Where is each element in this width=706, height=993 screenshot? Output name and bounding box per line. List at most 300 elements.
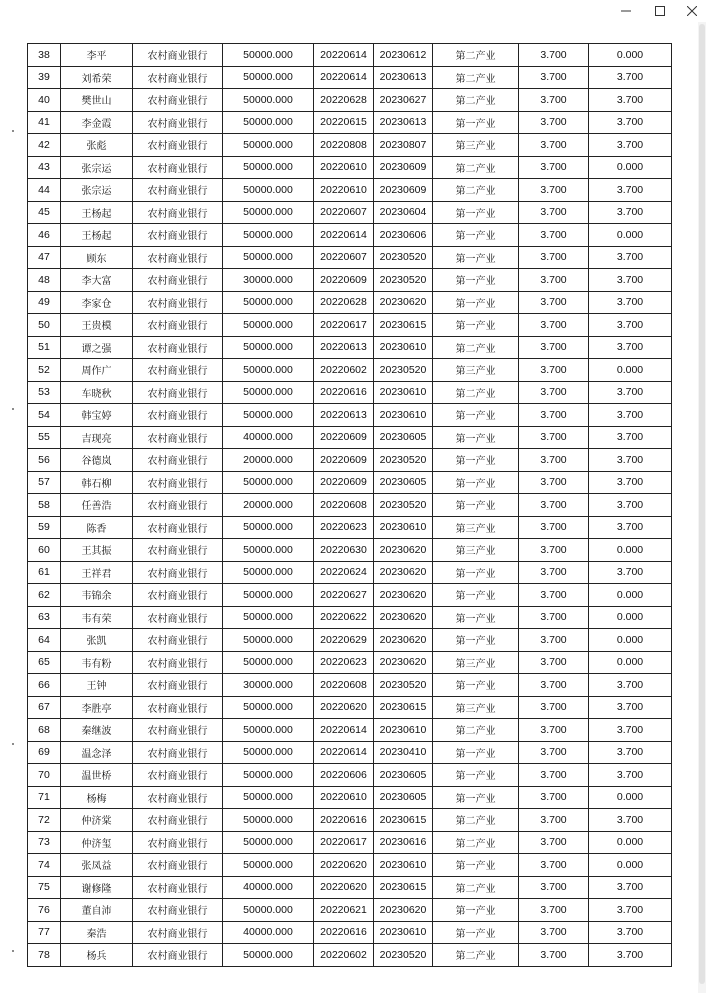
subsidy-rate-cell: 3.700 <box>589 111 672 134</box>
industry-cell: 第一产业 <box>433 764 519 787</box>
subsidy-rate-cell: 3.700 <box>589 741 672 764</box>
borrower-name-cell: 王杨起 <box>61 201 133 224</box>
end-date-cell: 20230604 <box>374 201 433 224</box>
industry-cell: 第一产业 <box>433 584 519 607</box>
table-row <box>28 404 672 427</box>
start-date-cell: 20220617 <box>314 314 374 337</box>
loan-amount-cell: 50000.000 <box>223 741 314 764</box>
industry-cell: 第三产业 <box>433 359 519 382</box>
borrower-name-cell: 王其振 <box>61 539 133 562</box>
borrower-name-cell: 韩石柳 <box>61 471 133 494</box>
row-number-cell: 75 <box>28 876 61 899</box>
row-number-cell: 53 <box>28 381 61 404</box>
bank-name-cell: 农村商业银行 <box>133 741 223 764</box>
subsidy-rate-cell: 0.000 <box>589 629 672 652</box>
start-date-cell: 20220621 <box>314 899 374 922</box>
table-row <box>28 606 672 629</box>
start-date-cell: 20220620 <box>314 854 374 877</box>
end-date-cell: 20230613 <box>374 66 433 89</box>
bank-name-cell: 农村商业银行 <box>133 336 223 359</box>
row-number-cell: 54 <box>28 404 61 427</box>
loan-amount-cell: 50000.000 <box>223 44 314 67</box>
industry-cell: 第一产业 <box>433 111 519 134</box>
start-date-cell: 20220609 <box>314 269 374 292</box>
subsidy-rate-cell: 3.700 <box>589 291 672 314</box>
loan-amount-cell: 30000.000 <box>223 269 314 292</box>
industry-cell: 第一产业 <box>433 201 519 224</box>
loan-amount-cell: 20000.000 <box>223 449 314 472</box>
interest-rate-cell: 3.700 <box>519 44 589 67</box>
table-row <box>28 854 672 877</box>
end-date-cell: 20230620 <box>374 539 433 562</box>
row-number-cell: 39 <box>28 66 61 89</box>
end-date-cell: 20230615 <box>374 314 433 337</box>
row-number-cell: 73 <box>28 831 61 854</box>
row-number-cell: 41 <box>28 111 61 134</box>
interest-rate-cell: 3.700 <box>519 134 589 157</box>
end-date-cell: 20230520 <box>374 359 433 382</box>
borrower-name-cell: 张宗运 <box>61 156 133 179</box>
table-row <box>28 449 672 472</box>
borrower-name-cell: 秦浩 <box>61 921 133 944</box>
row-number-cell: 65 <box>28 651 61 674</box>
borrower-name-cell: 韦有粉 <box>61 651 133 674</box>
industry-cell: 第三产业 <box>433 539 519 562</box>
subsidy-rate-cell: 3.700 <box>589 336 672 359</box>
subsidy-rate-cell: 3.700 <box>589 89 672 112</box>
scrollbar-thumb[interactable] <box>699 24 705 984</box>
end-date-cell: 20230609 <box>374 179 433 202</box>
start-date-cell: 20220616 <box>314 921 374 944</box>
loan-amount-cell: 40000.000 <box>223 876 314 899</box>
bank-name-cell: 农村商业银行 <box>133 404 223 427</box>
subsidy-rate-cell: 3.700 <box>589 66 672 89</box>
interest-rate-cell: 3.700 <box>519 269 589 292</box>
bank-name-cell: 农村商业银行 <box>133 786 223 809</box>
loan-amount-cell: 50000.000 <box>223 156 314 179</box>
close-icon <box>687 6 697 16</box>
start-date-cell: 20220608 <box>314 494 374 517</box>
row-number-cell: 66 <box>28 674 61 697</box>
end-date-cell: 20230620 <box>374 899 433 922</box>
maximize-icon <box>655 6 665 16</box>
start-date-cell: 20220615 <box>314 111 374 134</box>
end-date-cell: 20230520 <box>374 246 433 269</box>
row-number-cell: 60 <box>28 539 61 562</box>
bank-name-cell: 农村商业银行 <box>133 516 223 539</box>
loan-amount-cell: 50000.000 <box>223 291 314 314</box>
interest-rate-cell: 3.700 <box>519 314 589 337</box>
interest-rate-cell: 3.700 <box>519 876 589 899</box>
borrower-name-cell: 谭之强 <box>61 336 133 359</box>
borrower-name-cell: 张彪 <box>61 134 133 157</box>
borrower-name-cell: 秦继波 <box>61 719 133 742</box>
start-date-cell: 20220607 <box>314 201 374 224</box>
subsidy-rate-cell: 3.700 <box>589 381 672 404</box>
interest-rate-cell: 3.700 <box>519 944 589 967</box>
interest-rate-cell: 3.700 <box>519 156 589 179</box>
row-number-cell: 55 <box>28 426 61 449</box>
table-row <box>28 899 672 922</box>
borrower-name-cell: 李平 <box>61 44 133 67</box>
start-date-cell: 20220610 <box>314 179 374 202</box>
bank-name-cell: 农村商业银行 <box>133 921 223 944</box>
loan-amount-cell: 50000.000 <box>223 246 314 269</box>
industry-cell: 第二产业 <box>433 44 519 67</box>
borrower-name-cell: 韦锦余 <box>61 584 133 607</box>
scan-speck <box>12 408 14 410</box>
interest-rate-cell: 3.700 <box>519 786 589 809</box>
borrower-name-cell: 谷德岚 <box>61 449 133 472</box>
subsidy-rate-cell: 3.700 <box>589 809 672 832</box>
bank-name-cell: 农村商业银行 <box>133 381 223 404</box>
table-row <box>28 944 672 967</box>
interest-rate-cell: 3.700 <box>519 719 589 742</box>
start-date-cell: 20220610 <box>314 156 374 179</box>
subsidy-rate-cell: 0.000 <box>589 651 672 674</box>
table-row <box>28 426 672 449</box>
table-row <box>28 471 672 494</box>
start-date-cell: 20220617 <box>314 831 374 854</box>
maximize-button[interactable] <box>642 0 678 22</box>
row-number-cell: 56 <box>28 449 61 472</box>
interest-rate-cell: 3.700 <box>519 111 589 134</box>
loan-amount-cell: 50000.000 <box>223 179 314 202</box>
subsidy-rate-cell: 3.700 <box>589 201 672 224</box>
loan-amount-cell: 50000.000 <box>223 696 314 719</box>
row-number-cell: 51 <box>28 336 61 359</box>
start-date-cell: 20220602 <box>314 359 374 382</box>
subsidy-rate-cell: 3.700 <box>589 426 672 449</box>
start-date-cell: 20220629 <box>314 629 374 652</box>
table-row <box>28 561 672 584</box>
table-row <box>28 134 672 157</box>
bank-name-cell: 农村商业银行 <box>133 89 223 112</box>
interest-rate-cell: 3.700 <box>519 359 589 382</box>
bank-name-cell: 农村商业银行 <box>133 696 223 719</box>
loan-amount-cell: 50000.000 <box>223 359 314 382</box>
bank-name-cell: 农村商业银行 <box>133 134 223 157</box>
table-row <box>28 291 672 314</box>
subsidy-rate-cell: 3.700 <box>589 246 672 269</box>
loan-amount-cell: 50000.000 <box>223 719 314 742</box>
bank-name-cell: 农村商业银行 <box>133 831 223 854</box>
interest-rate-cell: 3.700 <box>519 426 589 449</box>
borrower-name-cell: 张宗运 <box>61 179 133 202</box>
bank-name-cell: 农村商业银行 <box>133 854 223 877</box>
interest-rate-cell: 3.700 <box>519 66 589 89</box>
bank-name-cell: 农村商业银行 <box>133 179 223 202</box>
loan-amount-cell: 50000.000 <box>223 854 314 877</box>
industry-cell: 第一产业 <box>433 786 519 809</box>
borrower-name-cell: 周作广 <box>61 359 133 382</box>
start-date-cell: 20220620 <box>314 876 374 899</box>
row-number-cell: 45 <box>28 201 61 224</box>
borrower-name-cell: 董自沛 <box>61 899 133 922</box>
row-number-cell: 61 <box>28 561 61 584</box>
bank-name-cell: 农村商业银行 <box>133 224 223 247</box>
industry-cell: 第一产业 <box>433 224 519 247</box>
bank-name-cell: 农村商业银行 <box>133 606 223 629</box>
industry-cell: 第一产业 <box>433 426 519 449</box>
borrower-name-cell: 刘希荣 <box>61 66 133 89</box>
borrower-name-cell: 杨梅 <box>61 786 133 809</box>
interest-rate-cell: 3.700 <box>519 809 589 832</box>
industry-cell: 第一产业 <box>433 921 519 944</box>
table-row <box>28 44 672 67</box>
end-date-cell: 20230520 <box>374 269 433 292</box>
start-date-cell: 20220614 <box>314 741 374 764</box>
borrower-name-cell: 张凤益 <box>61 854 133 877</box>
table-row <box>28 741 672 764</box>
vertical-scrollbar[interactable] <box>698 22 706 993</box>
start-date-cell: 20220606 <box>314 764 374 787</box>
end-date-cell: 20230605 <box>374 786 433 809</box>
end-date-cell: 20230610 <box>374 854 433 877</box>
subsidy-rate-cell: 3.700 <box>589 876 672 899</box>
industry-cell: 第一产业 <box>433 561 519 584</box>
subsidy-rate-cell: 3.700 <box>589 471 672 494</box>
row-number-cell: 71 <box>28 786 61 809</box>
start-date-cell: 20220609 <box>314 471 374 494</box>
start-date-cell: 20220614 <box>314 44 374 67</box>
end-date-cell: 20230613 <box>374 111 433 134</box>
subsidy-rate-cell: 0.000 <box>589 359 672 382</box>
bank-name-cell: 农村商业银行 <box>133 561 223 584</box>
table-row <box>28 921 672 944</box>
scan-speck <box>12 950 14 952</box>
end-date-cell: 20230610 <box>374 336 433 359</box>
end-date-cell: 20230807 <box>374 134 433 157</box>
borrower-name-cell: 温世桥 <box>61 764 133 787</box>
industry-cell: 第一产业 <box>433 741 519 764</box>
industry-cell: 第一产业 <box>433 314 519 337</box>
interest-rate-cell: 3.700 <box>519 381 589 404</box>
loan-amount-cell: 50000.000 <box>223 944 314 967</box>
borrower-name-cell: 王钟 <box>61 674 133 697</box>
loan-amount-cell: 50000.000 <box>223 89 314 112</box>
end-date-cell: 20230410 <box>374 741 433 764</box>
borrower-name-cell: 陈香 <box>61 516 133 539</box>
interest-rate-cell: 3.700 <box>519 584 589 607</box>
industry-cell: 第一产业 <box>433 291 519 314</box>
table-row <box>28 494 672 517</box>
start-date-cell: 20220609 <box>314 449 374 472</box>
minimize-button[interactable] <box>608 0 644 22</box>
start-date-cell: 20220627 <box>314 584 374 607</box>
end-date-cell: 20230620 <box>374 291 433 314</box>
table-row <box>28 876 672 899</box>
industry-cell: 第一产业 <box>433 471 519 494</box>
end-date-cell: 20230520 <box>374 944 433 967</box>
borrower-name-cell: 王贵模 <box>61 314 133 337</box>
loan-amount-cell: 50000.000 <box>223 134 314 157</box>
industry-cell: 第一产业 <box>433 246 519 269</box>
row-number-cell: 46 <box>28 224 61 247</box>
end-date-cell: 20230615 <box>374 876 433 899</box>
table-row <box>28 269 672 292</box>
interest-rate-cell: 3.700 <box>519 291 589 314</box>
subsidy-rate-cell: 3.700 <box>589 674 672 697</box>
subsidy-rate-cell: 0.000 <box>589 786 672 809</box>
interest-rate-cell: 3.700 <box>519 539 589 562</box>
subsidy-rate-cell: 0.000 <box>589 224 672 247</box>
start-date-cell: 20220609 <box>314 426 374 449</box>
industry-cell: 第二产业 <box>433 89 519 112</box>
scan-speck <box>12 743 14 745</box>
row-number-cell: 62 <box>28 584 61 607</box>
industry-cell: 第一产业 <box>433 404 519 427</box>
loan-amount-cell: 50000.000 <box>223 404 314 427</box>
row-number-cell: 58 <box>28 494 61 517</box>
subsidy-rate-cell: 0.000 <box>589 44 672 67</box>
subsidy-rate-cell: 3.700 <box>589 561 672 584</box>
subsidy-rate-cell: 3.700 <box>589 764 672 787</box>
loan-amount-cell: 50000.000 <box>223 651 314 674</box>
end-date-cell: 20230616 <box>374 831 433 854</box>
end-date-cell: 20230520 <box>374 449 433 472</box>
start-date-cell: 20220613 <box>314 404 374 427</box>
industry-cell: 第二产业 <box>433 809 519 832</box>
interest-rate-cell: 3.700 <box>519 606 589 629</box>
borrower-name-cell: 韦有荣 <box>61 606 133 629</box>
row-number-cell: 78 <box>28 944 61 967</box>
borrower-name-cell: 杨兵 <box>61 944 133 967</box>
interest-rate-cell: 3.700 <box>519 516 589 539</box>
start-date-cell: 20220620 <box>314 696 374 719</box>
industry-cell: 第三产业 <box>433 516 519 539</box>
interest-rate-cell: 3.700 <box>519 404 589 427</box>
industry-cell: 第一产业 <box>433 494 519 517</box>
table-row <box>28 764 672 787</box>
bank-name-cell: 农村商业银行 <box>133 899 223 922</box>
bank-name-cell: 农村商业银行 <box>133 539 223 562</box>
start-date-cell: 20220622 <box>314 606 374 629</box>
start-date-cell: 20220623 <box>314 516 374 539</box>
table-row <box>28 201 672 224</box>
loan-amount-cell: 40000.000 <box>223 921 314 944</box>
row-number-cell: 59 <box>28 516 61 539</box>
start-date-cell: 20220613 <box>314 336 374 359</box>
subsidy-rate-cell: 0.000 <box>589 539 672 562</box>
borrower-name-cell: 顾东 <box>61 246 133 269</box>
table-row <box>28 719 672 742</box>
bank-name-cell: 农村商业银行 <box>133 449 223 472</box>
bank-name-cell: 农村商业银行 <box>133 269 223 292</box>
loan-table <box>27 43 672 967</box>
interest-rate-cell: 3.700 <box>519 224 589 247</box>
table-row <box>28 66 672 89</box>
borrower-name-cell: 韩宝婷 <box>61 404 133 427</box>
table-row <box>28 111 672 134</box>
bank-name-cell: 农村商业银行 <box>133 764 223 787</box>
industry-cell: 第一产业 <box>433 854 519 877</box>
start-date-cell: 20220616 <box>314 381 374 404</box>
loan-amount-cell: 50000.000 <box>223 381 314 404</box>
close-button[interactable] <box>674 0 706 22</box>
subsidy-rate-cell: 0.000 <box>589 156 672 179</box>
start-date-cell: 20220616 <box>314 809 374 832</box>
interest-rate-cell: 3.700 <box>519 336 589 359</box>
start-date-cell: 20220623 <box>314 651 374 674</box>
industry-cell: 第一产业 <box>433 899 519 922</box>
start-date-cell: 20220630 <box>314 539 374 562</box>
interest-rate-cell: 3.700 <box>519 651 589 674</box>
table-row <box>28 89 672 112</box>
table-row <box>28 831 672 854</box>
row-number-cell: 76 <box>28 899 61 922</box>
industry-cell: 第二产业 <box>433 66 519 89</box>
start-date-cell: 20220628 <box>314 291 374 314</box>
row-number-cell: 38 <box>28 44 61 67</box>
borrower-name-cell: 车晓秋 <box>61 381 133 404</box>
end-date-cell: 20230620 <box>374 606 433 629</box>
interest-rate-cell: 3.700 <box>519 89 589 112</box>
end-date-cell: 20230615 <box>374 809 433 832</box>
industry-cell: 第三产业 <box>433 696 519 719</box>
bank-name-cell: 农村商业银行 <box>133 66 223 89</box>
subsidy-rate-cell: 3.700 <box>589 269 672 292</box>
row-number-cell: 68 <box>28 719 61 742</box>
borrower-name-cell: 王杨起 <box>61 224 133 247</box>
start-date-cell: 20220628 <box>314 89 374 112</box>
start-date-cell: 20220607 <box>314 246 374 269</box>
row-number-cell: 64 <box>28 629 61 652</box>
bank-name-cell: 农村商业银行 <box>133 359 223 382</box>
borrower-name-cell: 任善浩 <box>61 494 133 517</box>
end-date-cell: 20230610 <box>374 516 433 539</box>
start-date-cell: 20220614 <box>314 719 374 742</box>
borrower-name-cell: 仲济棠 <box>61 809 133 832</box>
table-row <box>28 674 672 697</box>
row-number-cell: 42 <box>28 134 61 157</box>
start-date-cell: 20220808 <box>314 134 374 157</box>
table-row <box>28 156 672 179</box>
interest-rate-cell: 3.700 <box>519 899 589 922</box>
industry-cell: 第二产业 <box>433 381 519 404</box>
row-number-cell: 50 <box>28 314 61 337</box>
industry-cell: 第二产业 <box>433 156 519 179</box>
subsidy-rate-cell: 0.000 <box>589 584 672 607</box>
borrower-name-cell: 谢修隆 <box>61 876 133 899</box>
table-row <box>28 336 672 359</box>
bank-name-cell: 农村商业银行 <box>133 111 223 134</box>
table-row <box>28 224 672 247</box>
interest-rate-cell: 3.700 <box>519 561 589 584</box>
minimize-icon <box>621 6 631 16</box>
table-row <box>28 696 672 719</box>
interest-rate-cell: 3.700 <box>519 764 589 787</box>
loan-amount-cell: 50000.000 <box>223 899 314 922</box>
end-date-cell: 20230609 <box>374 156 433 179</box>
row-number-cell: 69 <box>28 741 61 764</box>
interest-rate-cell: 3.700 <box>519 179 589 202</box>
start-date-cell: 20220614 <box>314 224 374 247</box>
table-row <box>28 539 672 562</box>
start-date-cell: 20220602 <box>314 944 374 967</box>
loan-amount-cell: 20000.000 <box>223 494 314 517</box>
industry-cell: 第二产业 <box>433 336 519 359</box>
bank-name-cell: 农村商业银行 <box>133 876 223 899</box>
table-body <box>28 44 672 967</box>
scan-speck <box>12 130 14 132</box>
industry-cell: 第一产业 <box>433 629 519 652</box>
loan-amount-cell: 30000.000 <box>223 674 314 697</box>
industry-cell: 第一产业 <box>433 449 519 472</box>
start-date-cell: 20220614 <box>314 66 374 89</box>
bank-name-cell: 农村商业银行 <box>133 44 223 67</box>
table-row <box>28 359 672 382</box>
